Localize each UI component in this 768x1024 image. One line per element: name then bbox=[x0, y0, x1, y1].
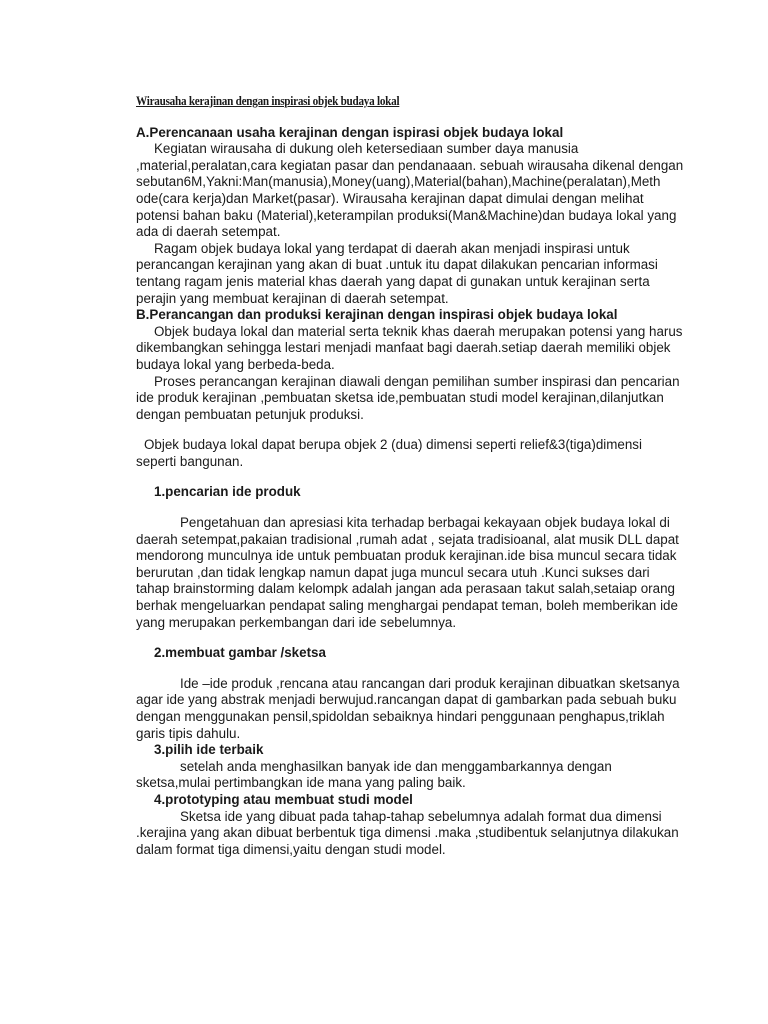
step-2-heading: 2.membuat gambar /sketsa bbox=[154, 645, 326, 661]
section-b-paragraph-1: Objek budaya lokal dan material serta teknik khas daerah merupakan potensi yang harus dikembangkan sehingga lestari menjadi manfaat bagi daerah.setiap daerah memiliki objek budaya lokal yang berbeda-beda. bbox=[136, 323, 683, 372]
document-title: Wirausaha kerajinan dengan inspirasi objek budaya lokal bbox=[136, 93, 400, 108]
section-b-heading: B.Perancangan dan produksi kerajinan dengan inspirasi objek budaya lokal bbox=[136, 307, 618, 323]
step-1-heading: 1.pencarian ide produk bbox=[154, 484, 301, 500]
step-2-text: Ide –ide produk ,rencana atau rancangan dari produk kerajinan dibuatkan sketsanya agar ide yang abstrak menjadi berwujud.rancangan dapat di gambarkan pada sebuah buku dengan menggunakan pensil,spidoldan sebaiknya hindari penggunaan penghapus,triklah garis tipis dahulu. bbox=[136, 675, 680, 741]
section-b-paragraph-2: Proses perancangan kerajinan diawali dengan pemilihan sumber inspirasi dan pencarian ide produk kerajinan ,pembuatan sketsa ide,pembuatan studi model kerajinan,dilanjutkan dengan pembuatan petunjuk produksi. bbox=[136, 373, 680, 422]
document-body bbox=[136, 93, 684, 858]
section-a-paragraph-2: Ragam objek budaya lokal yang terdapat di daerah akan menjadi inspirasi untuk perancangan kerajinan yang akan di buat .untuk itu dapat dilakukan pencarian informasi tentang ragam jenis material khas daerah yang dapat di gunakan untuk kerajinan serta perajin yang membuat kerajinan di daerah setempat. bbox=[136, 240, 658, 306]
section-a-paragraph-1: Kegiatan wirausaha di dukung oleh ketersediaan sumber daya manusia ,material,peralatan,cara kegiatan pasar dan pendanaaan. sebuah wirausaha dikenal dengan sebutan6M,Yakni:Man(manusia),Money(uang),Material(bahan),Machine(peralatan),Meth ode(cara kerja)dan Market(pasar). Wirausaha kerajinan dapat dimulai dengan melihat potensi bahan baku (Material),keterampilan produksi(Man&Machine)dan budaya lokal yang ada di daerah setempat. bbox=[136, 141, 684, 240]
section-a-heading: A.Perencanaan usaha kerajinan dengan ispirasi objek budaya lokal bbox=[136, 124, 564, 140]
step-4-text: Sketsa ide yang dibuat pada tahap-tahap sebelumnya adalah format dua dimensi .kerajina yang akan dibuat berbentuk tiga dimensi .maka ,studibentuk selanjutnya dilakukan dalam format tiga dimensi,yaitu dengan studi model. bbox=[136, 808, 679, 857]
step-3-heading: 3.pilih ide terbaik bbox=[154, 742, 264, 758]
section-b-paragraph-3: Objek budaya lokal dapat berupa objek 2 (dua) dimensi seperti relief&3(tiga)dimensi seperti bangunan. bbox=[136, 437, 642, 469]
step-1-text: Pengetahuan dan apresiasi kita terhadap berbagai kekayaan objek budaya lokal di daerah setempat,pakaian tradisional ,rumah adat , sejata tradisioanal, alat musik DLL dapat mendorong munculnya ide untuk pembuatan produk kerajinan.ide bisa muncul secara tidak berurutan ,dan tidak lengkap namun dapat juga muncul secara utuh .Kunci sukses dari tahap brainstorming dalam kelompk adalah jangan ada perasaan takut salah,setaiap orang berhak mengeluarkan pendapat saling menghargai pendapat teman, boleh memberikan ide yang merupakan perkembangan dari ide sebelumnya. bbox=[136, 515, 679, 630]
step-3-text: setelah anda menghasilkan banyak ide dan menggambarkannya dengan sketsa,mulai pertimbangkan ide mana yang paling baik. bbox=[136, 758, 612, 791]
step-4-heading: 4.prototyping atau membuat studi model bbox=[154, 791, 413, 807]
